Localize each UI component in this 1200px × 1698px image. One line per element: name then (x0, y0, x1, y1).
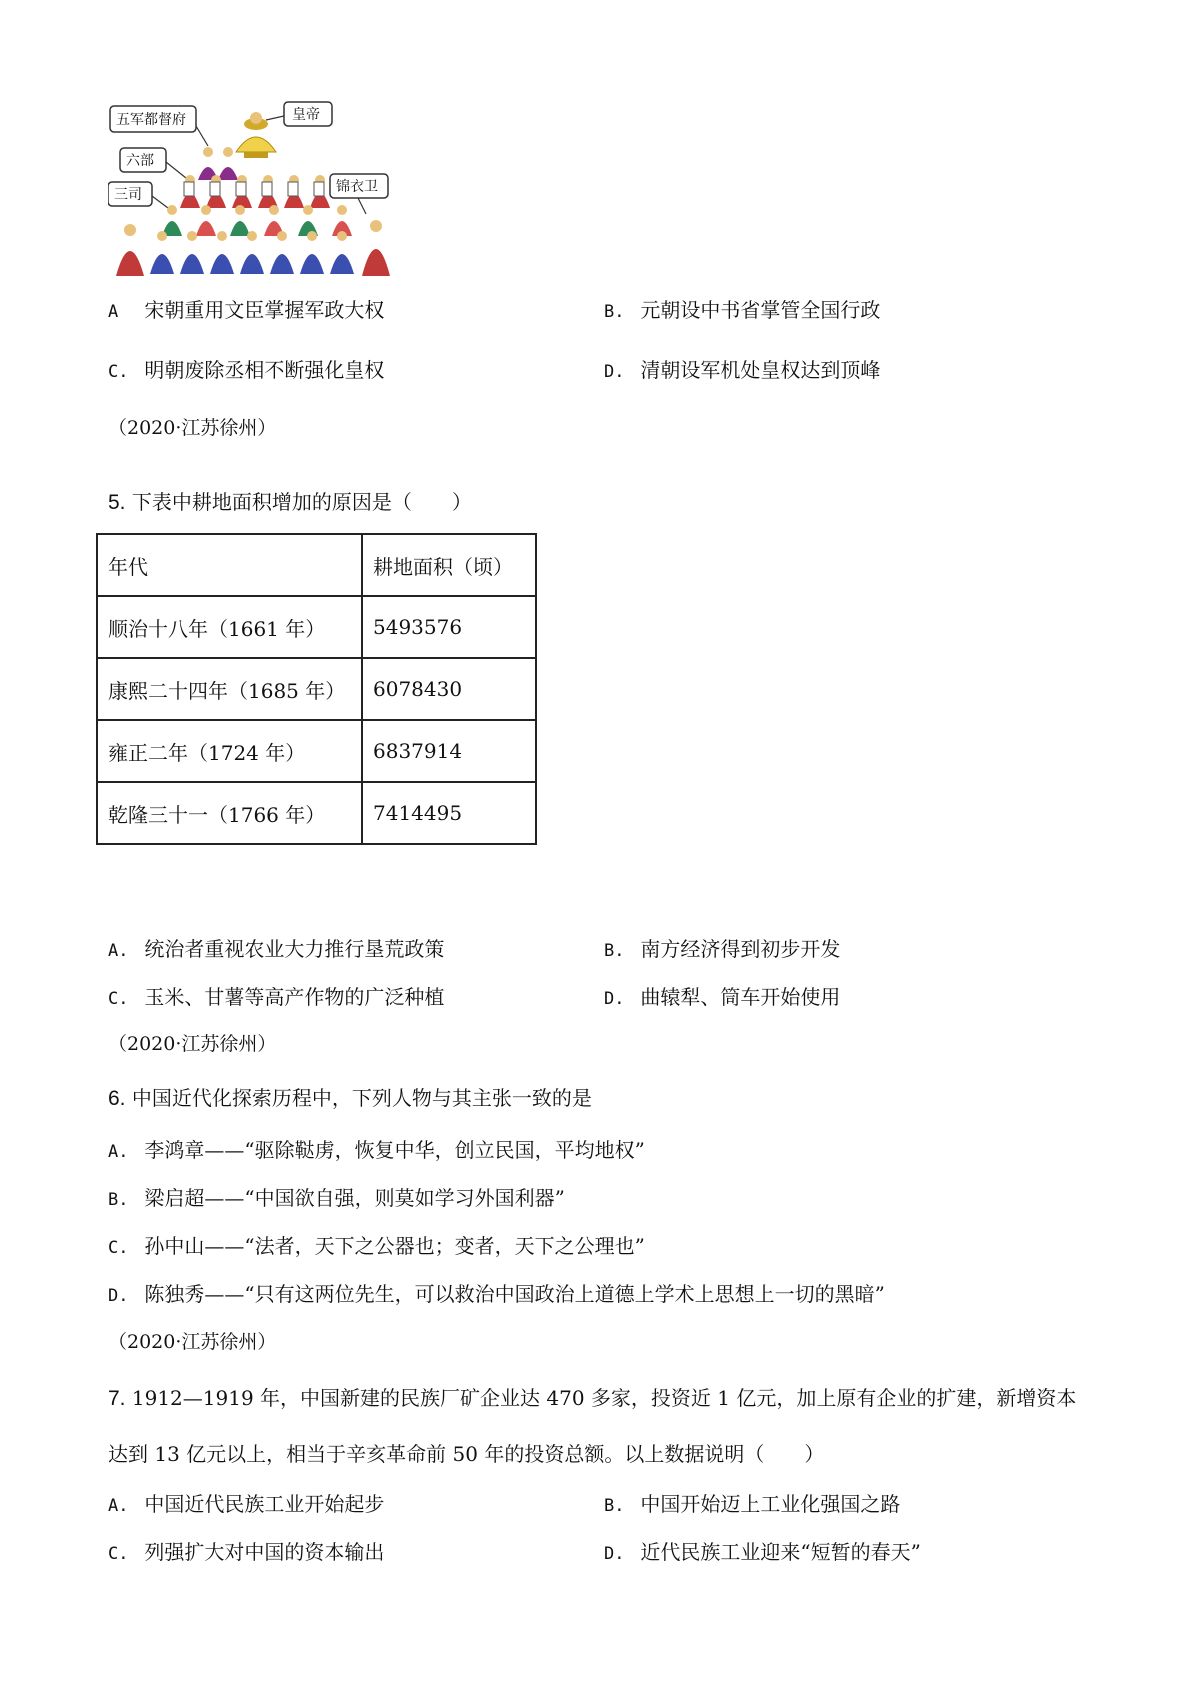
q5-option-c-text: 玉米、甘薯等高产作物的广泛种植 (144, 985, 445, 1009)
q7-source: （2020·江苏徐州） (108, 1331, 277, 1353)
farmland-table (96, 533, 537, 845)
table-row (97, 720, 536, 782)
q4-option-d[interactable] (604, 356, 880, 386)
q4-option-a-key: A (108, 302, 119, 322)
q7-option-b[interactable] (604, 1490, 900, 1520)
q6-option-b-text: 梁启超——“中国欲自强，则莫如学习外国利器” (144, 1186, 565, 1210)
q7-option-b-text: 中国开始迈上工业化强国之路 (640, 1492, 901, 1516)
q7-option-a[interactable] (108, 1490, 384, 1520)
table-header-area: 耕地面积（顷） (362, 534, 536, 596)
table-row (97, 658, 536, 720)
table-row (97, 596, 536, 658)
q7-number: 7. (108, 1387, 126, 1410)
label-jinyiwei: 锦衣卫 (336, 179, 378, 195)
q5-stem-text: 下表中耕地面积增加的原因是（ ） (131, 490, 472, 514)
q4-option-d-key: D. (604, 362, 625, 382)
q7-option-c[interactable] (108, 1538, 384, 1568)
q6-number: 6. (108, 1087, 126, 1110)
q4-option-b[interactable] (604, 296, 880, 326)
q5-stem (108, 488, 472, 517)
table-header-row (97, 534, 536, 596)
q5-option-d-key: D. (604, 989, 625, 1009)
table-cell-area: 7414495 (362, 782, 536, 844)
q7-option-d-key: D. (604, 1544, 625, 1564)
q5-option-b[interactable] (604, 935, 840, 965)
q6-option-a[interactable] (108, 1136, 645, 1166)
q7-option-a-key: A. (108, 1496, 129, 1516)
q5-option-d[interactable] (604, 983, 840, 1013)
q5-source: （2020·江苏徐州） (108, 417, 277, 439)
q4-option-c-key: C. (108, 362, 129, 382)
figure-illustration (108, 96, 438, 306)
q7-option-a-text: 中国近代民族工业开始起步 (144, 1492, 385, 1516)
table-cell-area: 6837914 (362, 720, 536, 782)
q6-option-c-key: C. (108, 1238, 129, 1258)
q7-option-d-text: 近代民族工业迎来“短暂的春天” (640, 1540, 921, 1564)
q4-option-c[interactable] (108, 356, 384, 386)
q5-option-c-key: C. (108, 989, 129, 1009)
q5-option-a-key: A. (108, 941, 129, 961)
q6-option-c[interactable] (108, 1232, 645, 1262)
q4-option-b-key: B. (604, 302, 625, 322)
table-cell-era: 顺治十八年（1661 年） (97, 596, 362, 658)
label-sansi: 三司 (114, 187, 142, 203)
q4-option-b-text: 元朝设中书省掌管全国行政 (640, 298, 881, 322)
q4-option-d-text: 清朝设军机处皇权达到顶峰 (640, 358, 881, 382)
q7-option-b-key: B. (604, 1496, 625, 1516)
q5-number: 5. (108, 491, 126, 514)
q6-option-b[interactable] (108, 1184, 565, 1214)
table-row (97, 782, 536, 844)
table-cell-era: 雍正二年（1724 年） (97, 720, 362, 782)
q7-stem-text-2: 达到 13 亿元以上，相当于辛亥革命前 50 年的投资总额。以上数据说明（ ） (108, 1442, 825, 1466)
q7-option-c-key: C. (108, 1544, 129, 1564)
q7-stem-line1 (108, 1384, 1076, 1413)
table-header-era: 年代 (97, 534, 362, 596)
label-emperor: 皇帝 (292, 107, 320, 123)
q7-stem-text-1: 1912—1919 年，中国新建的民族厂矿企业达 470 多家，投资近 1 亿元，加上原有企业的扩建，新增资本 (131, 1386, 1077, 1410)
q6-option-a-key: A. (108, 1142, 129, 1162)
q6-source: （2020·江苏徐州） (108, 1033, 277, 1055)
q6-stem-text: 中国近代化探索历程中，下列人物与其主张一致的是 (131, 1086, 592, 1110)
q5-option-b-key: B. (604, 941, 625, 961)
table-cell-area: 5493576 (362, 596, 536, 658)
q6-option-b-key: B. (108, 1190, 129, 1210)
q5-option-a-text: 统治者重视农业大力推行垦荒政策 (144, 937, 445, 961)
q6-option-d[interactable] (108, 1280, 885, 1310)
q6-option-d-key: D. (108, 1286, 129, 1306)
q5-option-d-text: 曲辕犁、筒车开始使用 (640, 985, 841, 1009)
q5-option-c[interactable] (108, 983, 444, 1013)
label-wujun-dudufu: 五军都督府 (116, 112, 186, 128)
q4-option-a[interactable] (108, 296, 384, 326)
table-cell-era: 康熙二十四年（1685 年） (97, 658, 362, 720)
q4-option-a-text: 宋朝重用文臣掌握军政大权 (144, 298, 385, 322)
q6-stem (108, 1084, 592, 1113)
q6-option-c-text: 孙中山——“法者，天下之公器也；变者，天下之公理也” (144, 1234, 645, 1258)
q5-option-a[interactable] (108, 935, 444, 965)
q7-option-d[interactable] (604, 1538, 921, 1568)
q6-option-a-text: 李鸿章——“驱除鞑虏，恢复中华，创立民国，平均地权” (144, 1138, 645, 1162)
q5-option-b-text: 南方经济得到初步开发 (640, 937, 841, 961)
table-cell-area: 6078430 (362, 658, 536, 720)
q7-stem-line2 (108, 1440, 824, 1468)
ming-political-structure-figure (108, 96, 438, 306)
table-cell-era: 乾隆三十一（1766 年） (97, 782, 362, 844)
wujun-officials (198, 147, 238, 180)
q7-option-c-text: 列强扩大对中国的资本输出 (144, 1540, 385, 1564)
q6-option-d-text: 陈独秀——“只有这两位先生，可以救治中国政治上道德上学术上思想上一切的黑暗” (144, 1282, 885, 1306)
label-liubu: 六部 (126, 153, 154, 169)
q4-option-c-text: 明朝废除丞相不断强化皇权 (144, 358, 385, 382)
